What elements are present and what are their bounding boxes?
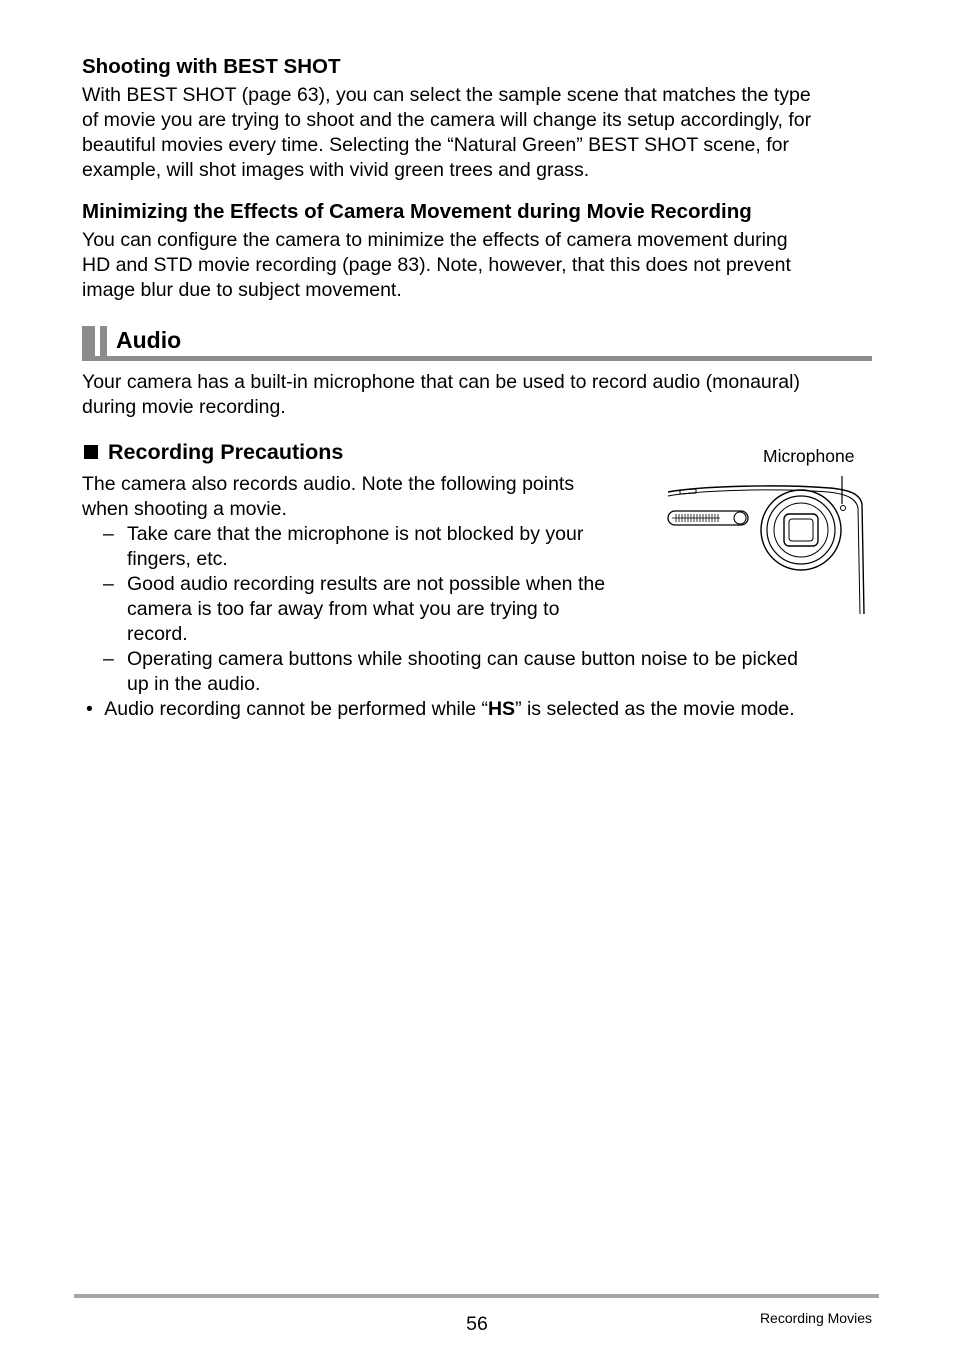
body-line: HD and STD movie recording (page 83). Note, however, that this does not prevent	[82, 254, 791, 276]
footer-section-name: Recording Movies	[759, 1310, 872, 1326]
list-line: up in the audio.	[127, 673, 261, 695]
body-line: beautiful movies every time. Selecting the “Natural Green” BEST SHOT scene, for	[82, 134, 789, 156]
bullet-marker: •	[86, 698, 93, 720]
audio-section-heading	[82, 322, 872, 360]
section-body-camera-movement	[82, 228, 874, 303]
section-heading-camera-movement: Minimizing the Effects of Camera Movement during Movie Recording	[82, 200, 752, 223]
list-line: fingers, etc.	[127, 548, 228, 570]
body-line: The camera also records audio. Note the following points	[82, 473, 575, 495]
section-body-best-shot	[82, 83, 874, 183]
heading-marker-bar	[100, 326, 107, 357]
body-line: when shooting a movie.	[82, 498, 287, 520]
body-line: Your camera has a built-in microphone that can be used to record audio (monaural)	[82, 371, 800, 393]
body-line: of movie you are trying to shoot and the camera will change its setup accordingly, for	[82, 109, 812, 131]
camera-microphone-illustration	[660, 468, 875, 620]
body-line: You can configure the camera to minimize the effects of camera movement during	[82, 229, 788, 251]
dash-marker: –	[103, 648, 114, 670]
list-line: Operating camera buttons while shooting can cause button noise to be picked	[127, 648, 799, 670]
precautions-intro	[82, 472, 574, 522]
body-line: With BEST SHOT (page 63), you can select the sample scene that matches the type	[82, 84, 811, 106]
list-line: Take care that the microphone is not blocked by your	[127, 523, 584, 545]
body-line: during movie recording.	[82, 396, 286, 418]
list-line: camera is too far away from what you are trying to	[127, 598, 560, 620]
note-text-after: ” is selected as the movie mode.	[515, 698, 795, 720]
microphone-label: Microphone	[763, 446, 855, 466]
list-line: record.	[127, 623, 188, 645]
audio-intro	[82, 370, 874, 420]
dash-marker: –	[103, 573, 114, 595]
page-number: 56	[466, 1313, 488, 1335]
body-line: image blur due to subject movement.	[82, 279, 402, 301]
footer-rule	[74, 1294, 879, 1298]
list-line: Good audio recording results are not possible when the	[127, 573, 606, 595]
precautions-heading	[84, 440, 343, 465]
precautions-heading-text: Recording Precautions	[108, 440, 344, 464]
hs-mode-note	[86, 697, 886, 722]
audio-heading-title: Audio	[116, 327, 182, 353]
square-bullet-icon	[84, 445, 98, 459]
body-line: example, will shot images with vivid green trees and grass.	[82, 159, 590, 181]
dash-marker: –	[103, 523, 114, 545]
note-text-bold: HS	[487, 698, 516, 720]
heading-marker-bar	[82, 326, 95, 357]
section-heading-best-shot: Shooting with BEST SHOT	[82, 55, 341, 78]
heading-underline	[82, 356, 872, 361]
note-text-before: Audio recording cannot be performed while “	[104, 698, 488, 720]
